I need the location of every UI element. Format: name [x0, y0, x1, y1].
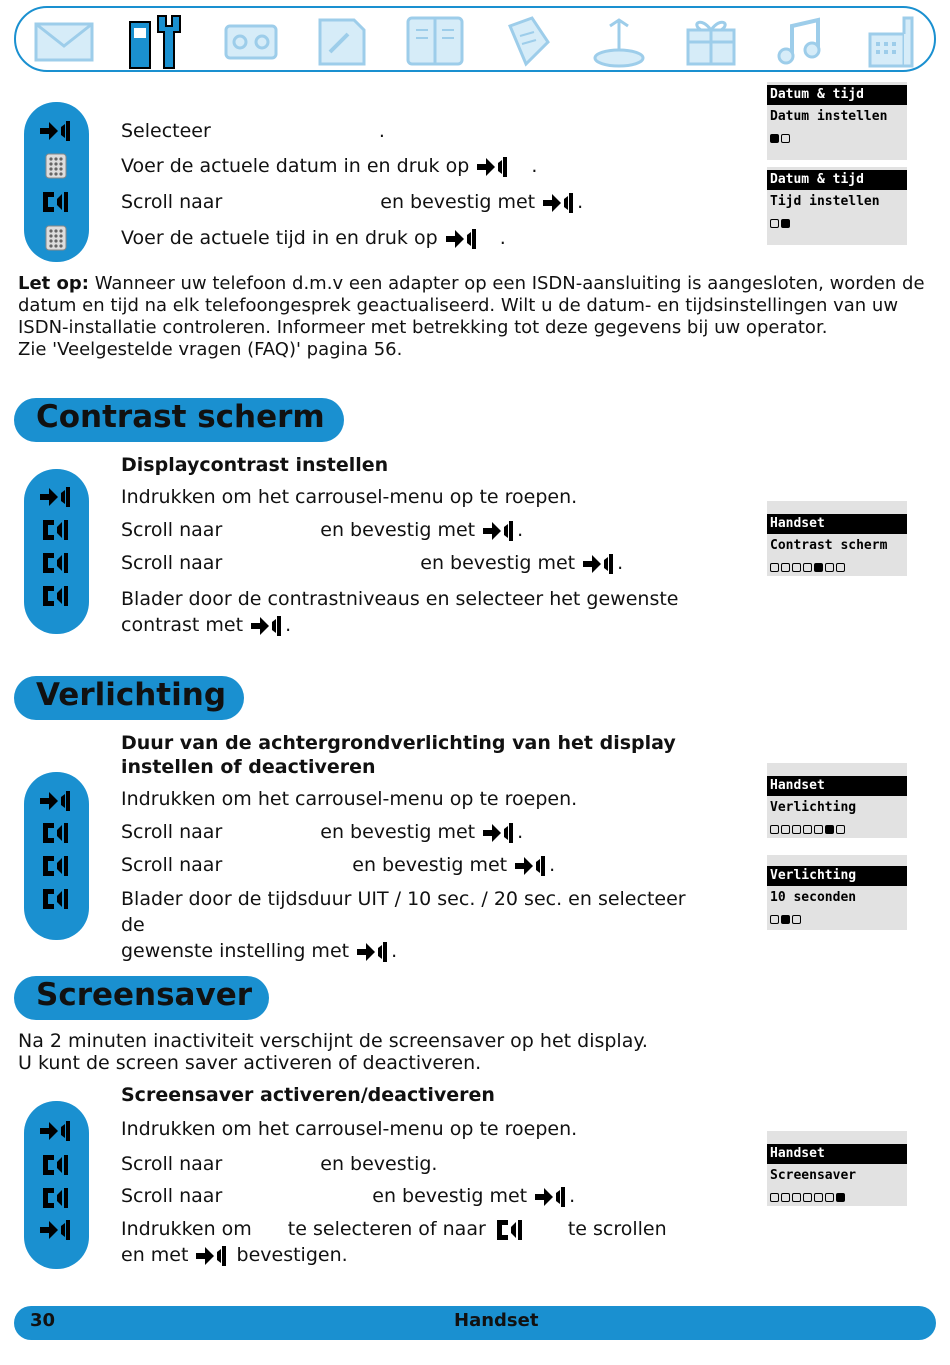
ok-key-icon [481, 820, 517, 846]
antenna-icon [584, 12, 654, 70]
lcd-screen [767, 1131, 907, 1206]
step-text: Scroll naar en bevestig met . [121, 517, 523, 544]
lcd-position-dots [767, 558, 907, 576]
lcd-position-dots [767, 214, 907, 232]
step-text: Blader door de tijdsduur UIT / 10 sec. / 20 sec. en selecteer de gewenste instelling met . [121, 886, 711, 965]
lcd-line: Datum instellen [770, 109, 888, 124]
section-heading: Screensaver [36, 977, 253, 1013]
step-trail: te scrollen [567, 1218, 667, 1240]
lcd-screen [767, 167, 907, 245]
intro-line: U kunt de screen saver activeren of deactiveren. [18, 1052, 482, 1074]
section-heading: Contrast scherm [36, 399, 325, 435]
keys-pill-datetime [24, 102, 89, 262]
lcd-screen [767, 763, 907, 838]
step-label: contrast met [121, 614, 244, 636]
lcd-line: 10 seconden [770, 890, 857, 905]
section-heading-banner [14, 398, 344, 442]
ok-key-icon [38, 788, 74, 814]
page-footer [14, 1306, 936, 1340]
step-text [121, 1216, 667, 1243]
scroll-key-icon [38, 189, 74, 215]
lcd-title: Handset [767, 776, 907, 796]
ok-key-icon [581, 551, 617, 577]
step-label: Scroll naar [121, 519, 223, 541]
menu-icon-bar [14, 6, 936, 72]
notepad-icon [306, 12, 376, 70]
step-text: Indrukken om het carrousel-menu op te roepen. [121, 1118, 578, 1140]
ok-key-icon [533, 1184, 569, 1210]
step-label: Blader door de tijdsduur UIT / 10 sec. / 20 sec. en selecteer de [121, 888, 686, 936]
step-label: Voer de actuele datum in en druk op [121, 155, 470, 177]
step-text: Blader door de contrastniveaus en selecteer het gewenste contrast met . [121, 586, 711, 639]
lcd-screen [767, 82, 907, 160]
section-heading: Verlichting [36, 677, 227, 713]
tools-icon [122, 12, 192, 70]
keypad-icon [38, 153, 74, 179]
ok-key-icon [481, 518, 517, 544]
ok-key-icon [355, 939, 391, 965]
lcd-title: Datum & tijd [767, 85, 907, 105]
keys-pill-screensaver [24, 1101, 89, 1269]
envelope-icon [30, 12, 100, 70]
step-label: Scroll naar [121, 1185, 223, 1207]
step-label: Scroll naar [121, 191, 223, 213]
section-heading-banner [14, 976, 269, 1020]
scroll-key-icon [38, 517, 74, 543]
step-trail: . [378, 120, 385, 142]
lcd-line: Verlichting [770, 800, 857, 815]
note-paragraph [18, 273, 933, 361]
step-label: Scroll naar [121, 821, 223, 843]
lcd-position-dots [767, 129, 907, 147]
step-text [121, 189, 583, 216]
step-text: Indrukken om het carrousel-menu op te roepen. [121, 788, 578, 810]
scroll-key-icon [38, 886, 74, 912]
scroll-key-icon [38, 1152, 74, 1178]
step-label: en met [121, 1244, 189, 1266]
step-label: Scroll naar [121, 552, 223, 574]
step-text [121, 225, 506, 252]
ok-key-icon [194, 1243, 230, 1269]
lcd-line: Contrast scherm [770, 538, 888, 553]
step-label: Scroll naar [121, 1153, 223, 1175]
cassette-icon [216, 12, 286, 70]
step-text: Scroll naar en bevestig met . [121, 852, 555, 879]
step-label: Indrukken om [121, 1218, 252, 1240]
step-trail: . [531, 155, 538, 177]
step-mid: en bevestig met [320, 519, 476, 541]
lcd-position-dots [767, 1188, 907, 1206]
keys-pill-contrast [24, 469, 89, 634]
sms-icon [492, 12, 562, 70]
ok-key-icon [513, 853, 549, 879]
step-mid: en bevestig met [420, 552, 576, 574]
lcd-title: Handset [767, 1144, 907, 1164]
scroll-key-icon [38, 550, 74, 576]
ok-key-icon [541, 190, 577, 216]
lcd-title: Datum & tijd [767, 170, 907, 190]
scroll-key-icon [38, 1185, 74, 1211]
step-mid: en bevestig met [320, 821, 476, 843]
step-text: Scroll naar en bevestig met . [121, 1183, 575, 1210]
lcd-position-dots [767, 910, 907, 928]
lcd-screen [767, 501, 907, 576]
book-icon [400, 12, 470, 70]
ok-key-icon [38, 484, 74, 510]
step-trail: . [499, 227, 506, 249]
scroll-key-icon [38, 853, 74, 879]
scroll-key-icon [38, 583, 74, 609]
ok-key-icon [249, 613, 285, 639]
scroll-key-icon [38, 820, 74, 846]
step-text: Scroll naar en bevestig met . [121, 550, 623, 577]
note-label: Let op: [18, 273, 89, 294]
step-text [121, 1151, 437, 1177]
subheading: Displaycontrast instellen [121, 454, 389, 476]
page-number: 30 [30, 1310, 56, 1331]
step-text: Scroll naar en bevestig met . [121, 819, 523, 846]
step-text: Indrukken om het carrousel-menu op te roepen. [121, 486, 578, 508]
lcd-position-dots [767, 820, 907, 838]
scroll-key-icon [492, 1217, 528, 1243]
step-mid: te selecteren of naar [287, 1218, 486, 1240]
lcd-screen [767, 855, 907, 930]
keypad-icon [38, 225, 74, 251]
footer-section-title: Handset [454, 1310, 539, 1331]
step-text [121, 118, 385, 144]
keys-pill-backlight [24, 772, 89, 940]
step-mid: en bevestig met [372, 1185, 528, 1207]
section-heading-banner [14, 676, 244, 720]
subheading: instellen of deactiveren [121, 756, 376, 778]
step-label: Voer de actuele tijd in en druk op [121, 227, 438, 249]
step-label: Blader door de contrastniveaus en selecteer het gewenste [121, 588, 679, 610]
ok-key-icon [444, 226, 480, 252]
step-mid: en bevestig met [380, 191, 536, 213]
step-text [121, 153, 537, 180]
ok-key-icon [38, 1217, 74, 1243]
step-label: Selecteer [121, 120, 211, 142]
step-trail: . [577, 191, 584, 213]
phone-icon [858, 12, 928, 70]
ok-key-icon [38, 118, 74, 144]
lcd-line: Screensaver [770, 1168, 857, 1183]
step-trail: bevestigen. [236, 1244, 348, 1266]
step-text [121, 1242, 348, 1269]
lcd-title: Handset [767, 514, 907, 534]
ok-key-icon [475, 154, 511, 180]
note-reference: Zie 'Veelgestelde vragen (FAQ)' pagina 56. [18, 339, 403, 360]
lcd-title: Verlichting [767, 866, 907, 886]
step-label: Scroll naar [121, 854, 223, 876]
ok-key-icon [38, 1118, 74, 1144]
intro-line: Na 2 minuten inactiviteit verschijnt de screensaver op het display. [18, 1030, 648, 1052]
step-mid: en bevestig. [320, 1153, 438, 1175]
gift-icon [676, 12, 746, 70]
step-label: gewenste instelling met [121, 940, 350, 962]
step-mid: en bevestig met [352, 854, 508, 876]
subheading: Duur van de achtergrondverlichting van het display [121, 732, 676, 754]
intro-paragraph [18, 1030, 933, 1074]
music-icon [768, 12, 838, 70]
lcd-line: Tijd instellen [770, 194, 880, 209]
subheading: Screensaver activeren/deactiveren [121, 1084, 495, 1106]
note-text: Wanneer uw telefoon d.m.v een adapter op een ISDN-aansluiting is aangesloten, worden de datum en tijd na elk telefoongesprek geactualiseerd. Wilt u de datum- en tijdsinstellingen van uw ISDN-installatie controleren. Informeer met betrekking tot deze gegevens bij uw operator. [18, 273, 925, 338]
